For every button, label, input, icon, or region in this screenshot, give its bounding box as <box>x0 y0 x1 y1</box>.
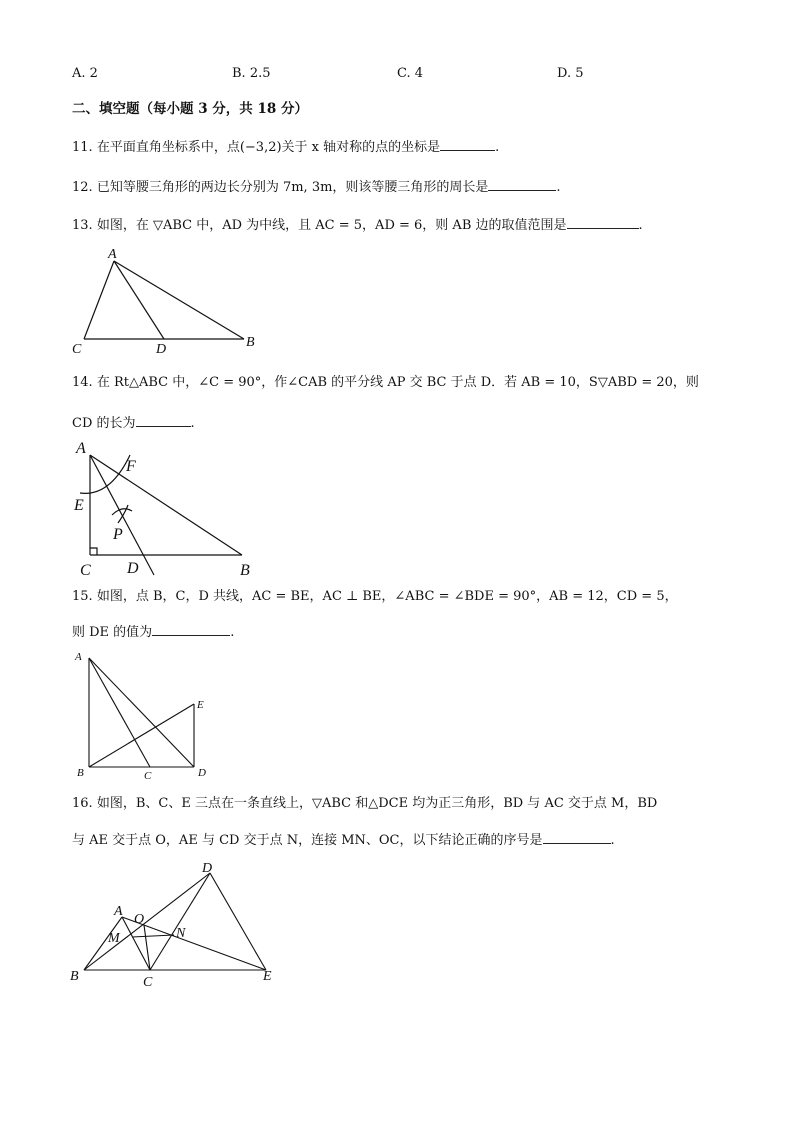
question-number: 16. <box>72 796 93 811</box>
label-c: C <box>144 770 152 782</box>
question-text: 已知等腰三角形的两边长分别为 7m, 3m，则该等腰三角形的周长是 <box>96 180 489 195</box>
question-end: . <box>190 416 195 431</box>
question-text: 与 AE 交于点 O，AE 与 CD 交于点 N，连接 MN、OC，以下结论正确的序号是 <box>72 833 543 848</box>
label-f: F <box>126 458 136 475</box>
question-number: 15. <box>72 589 93 604</box>
question-12 <box>72 176 561 197</box>
question-text: 在平面直角坐标系中，点(−3,2)关于 x 轴对称的点的坐标是 <box>96 140 441 155</box>
label-o: O <box>134 912 145 927</box>
label-e: E <box>197 699 204 711</box>
question-end: . <box>556 180 561 195</box>
label-e: E <box>263 969 272 984</box>
question-end: . <box>638 218 643 233</box>
q15-figure <box>70 648 220 783</box>
question-end: . <box>610 833 615 848</box>
question-number: 14. <box>72 375 93 390</box>
label-b: B <box>240 562 250 579</box>
label-a: A <box>76 440 86 457</box>
section-title: 二、填空题（每小题 3 分，共 18 分） <box>72 101 308 117</box>
label-d: D <box>156 342 167 357</box>
option-b: B. 2.5 <box>232 66 271 81</box>
question-text: 如图，点 B，C，D 共线，AC = BE，AC ⊥ BE，∠ABC = ∠BDE = 90°，AB = 12，CD = 5， <box>96 589 678 604</box>
label-n: N <box>176 926 186 941</box>
q16-figure <box>66 855 286 990</box>
question-text: 则 DE 的值为 <box>72 625 153 640</box>
label-c: C <box>72 342 82 357</box>
label-a: A <box>108 247 117 262</box>
option-c: C. 4 <box>397 66 424 81</box>
question-14-line1 <box>72 374 699 392</box>
label-p: P <box>113 526 123 543</box>
label-d: D <box>127 560 139 577</box>
label-m: M <box>108 931 120 946</box>
label-b: B <box>70 969 79 984</box>
question-number: 13. <box>72 218 93 233</box>
answer-blank[interactable] <box>567 214 639 229</box>
label-b: B <box>77 767 84 779</box>
label-a: A <box>75 651 82 663</box>
question-15-line2 <box>72 621 234 642</box>
label-c: C <box>143 975 153 990</box>
question-11 <box>72 136 499 157</box>
question-end: . <box>230 625 235 640</box>
label-e: E <box>74 497 84 514</box>
question-end: . <box>495 140 500 155</box>
answer-blank[interactable] <box>440 136 495 151</box>
answer-blank[interactable] <box>543 829 611 844</box>
answer-blank[interactable] <box>488 176 556 191</box>
label-b: B <box>246 335 255 350</box>
option-d: D. 5 <box>557 66 584 81</box>
answer-blank[interactable] <box>136 412 191 427</box>
option-a: A. 2 <box>72 66 98 81</box>
label-d: D <box>198 767 206 779</box>
question-15-line1 <box>72 588 678 606</box>
answer-blank[interactable] <box>152 621 230 636</box>
question-number: 11. <box>72 140 93 155</box>
question-16-line2 <box>72 829 615 850</box>
question-text: 在 Rt△ABC 中，∠C = 90°，作∠CAB 的平分线 AP 交 BC 于点 D．若 AB = 10，S▽ABD = 20，则 <box>96 375 699 390</box>
question-text: 如图，B、C、E 三点在一条直线上，▽ABC 和△DCE 均为正三角形，BD 与 AC 交于点 M，BD <box>96 796 658 811</box>
q13-figure <box>70 245 270 360</box>
label-c: C <box>80 562 91 579</box>
question-text: CD 的长为 <box>72 416 136 431</box>
question-number: 12. <box>72 180 93 195</box>
question-text: 如图，在 ▽ABC 中，AD 为中线，且 AC = 5，AD = 6，则 AB 边的取值范围是 <box>96 218 567 233</box>
label-a: A <box>114 904 123 919</box>
question-16-line1 <box>72 795 657 813</box>
q14-figure <box>70 435 270 580</box>
question-13 <box>72 214 643 235</box>
question-14-line2 <box>72 412 195 433</box>
label-d: D <box>202 861 213 876</box>
